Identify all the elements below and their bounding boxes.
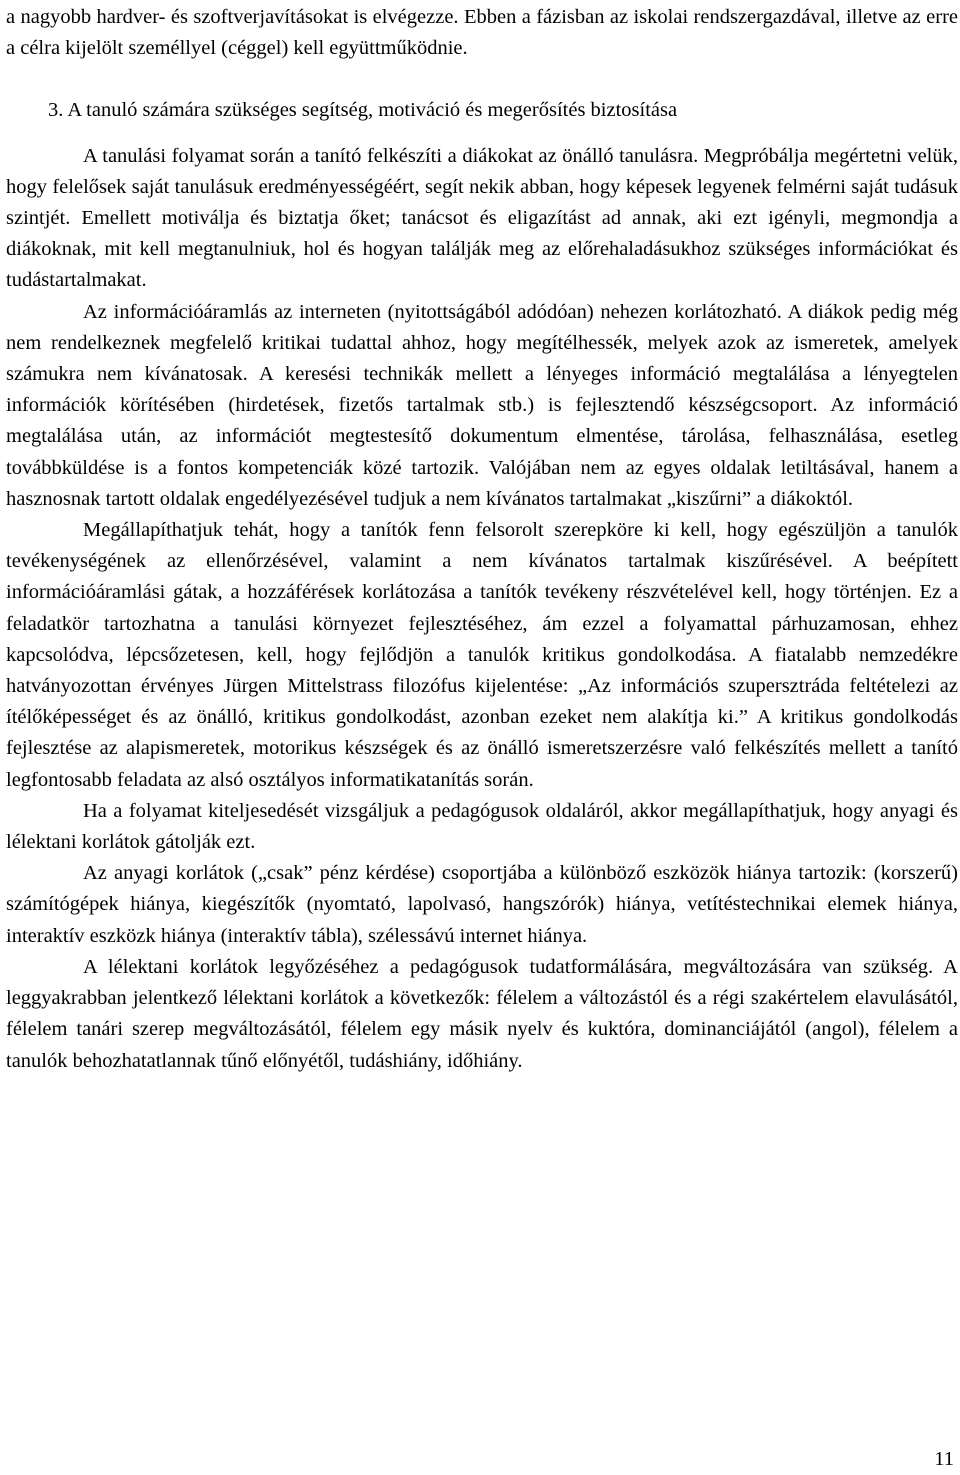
page-number: 11 — [934, 1448, 954, 1470]
paragraph-6: A lélektani korlátok legyőzéséhez a pedagógusok tudatformálására, megváltozására van szükség. A leggyakrabban jelentkező lélektani korlátok a következők: félelem a változástól és a régi szakértelem elavulásától, félelem tanári szerep megváltozásától, félelem egy másik nyelv és kuktóra, dominanciájától (angol), félelem a tanulók behozhatatlannak tűnő előnyétől, tudáshiány, időhiány. — [6, 955, 958, 1072]
paragraph-1: A tanulási folyamat során a tanító felkészíti a diákokat az önálló tanulásra. Megpróbálja megértetni velük, hogy felelősek saját tanulásuk eredményességéért, segít nekik abban, hogy képesek legyenek felmérni saját tudásuk szintjét. Emellett motiválja és biztatja őket; tanácsot és eligazítást ad annak, aki ezt igényli, megmondja a diákoknak, mit kell megtanulniuk, hol és hogyan találják meg az előrehaladásukhoz szükséges információkat és tudástartalmakat. — [6, 144, 958, 292]
paragraph-4: Ha a folyamat kiteljesedését vizsgáljuk a pedagógusok oldaláról, akkor megállapíthatjuk, hogy anyagi és lélektani korlátok gátolják ezt. — [6, 799, 958, 854]
paragraph-2: Az információáramlás az interneten (nyitottságából adódóan) nehezen korlátozható. A diákok pedig még nem rendelkeznek megfelelő kritikai tudattal ahhoz, hogy megítélhessék, melyek azok az ismeretek, amelyek számukra nem kívánatosak. A keresési technikák mellett a lényeges információ megtalálása a lényegtelen információk körítésében (hirdetések, fizetős tartalmak stb.) is fejlesztendő készségcsoport. Az információ megtalálása után, az információt megtestesítő dokumentum elmentése, tárolása, felhasználása, esetleg továbbküldése is a fontos kompetenciák közé tartozik. Valójában nem az egyes oldalak letiltásával, hanem a hasznosnak tartott oldalak engedélyezésével tudjuk a nem kívánatos tartalmakat „kiszűrni” a diákoktól. — [6, 300, 958, 510]
section-heading: 3. A tanuló számára szükséges segítség, motiváció és megerősítés biztosítása — [48, 99, 678, 122]
intro-paragraph: a nagyobb hardver- és szoftverjavításokat is elvégezze. Ebben a fázisban az iskolai rendszergazdával, illetve az erre a célra kijelölt személlyel (céggel) kell együttműködnie. — [6, 6, 958, 60]
paragraph-5: Az anyagi korlátok („csak” pénz kérdése) csoportjába a különböző eszközök hiánya tartozik: (korszerű) számítógépek hiánya, kiegészítők (nyomtató, lapolvasó, hangszórók) hiánya, vetítéstechnikai elemek hiánya, interaktív eszközk hiánya (interaktív tábla), szélessávú internet hiánya. — [6, 862, 958, 947]
paragraph-3: Megállapíthatjuk tehát, hogy a tanítók fenn felsorolt szerepköre ki kell, hogy egészüljön a tanulók tevékenységének az ellenőrzésével, valamint a nem kívánatos tartalmak kiszűrésével. A beépített információáramlási gátak, a hozzáférések korlátozása a tanítók tevékeny részvételével kell, hogy történjen. Ez a feladatkör tartozhatna a tanulási környezet fejlesztéséhez, ám ezzel a folyamattal párhuzamosan, ehhez kapcsolódva, lépcsőzetesen, kell, hogy fejlődjön a tanulók kritikus gondolkodása. A fiatalabb nemzedékre hatványozottan érvényes Jürgen Mittelstrass filozófus kijelentése: „Az információs szupersztráda feltételezi az ítélőképességet és az önálló, kritikus gondolkodást, azonban ezeket nem alakítja ki.” A kritikus gondolkodás fejlesztése az alapismeretek, motorikus készségek és az önálló ismeretszerzésre való felkészítés mellett a tanító legfontosabb feladata az alsó osztályos informatikatanítás során. — [6, 519, 958, 791]
body-text — [6, 2, 958, 1077]
